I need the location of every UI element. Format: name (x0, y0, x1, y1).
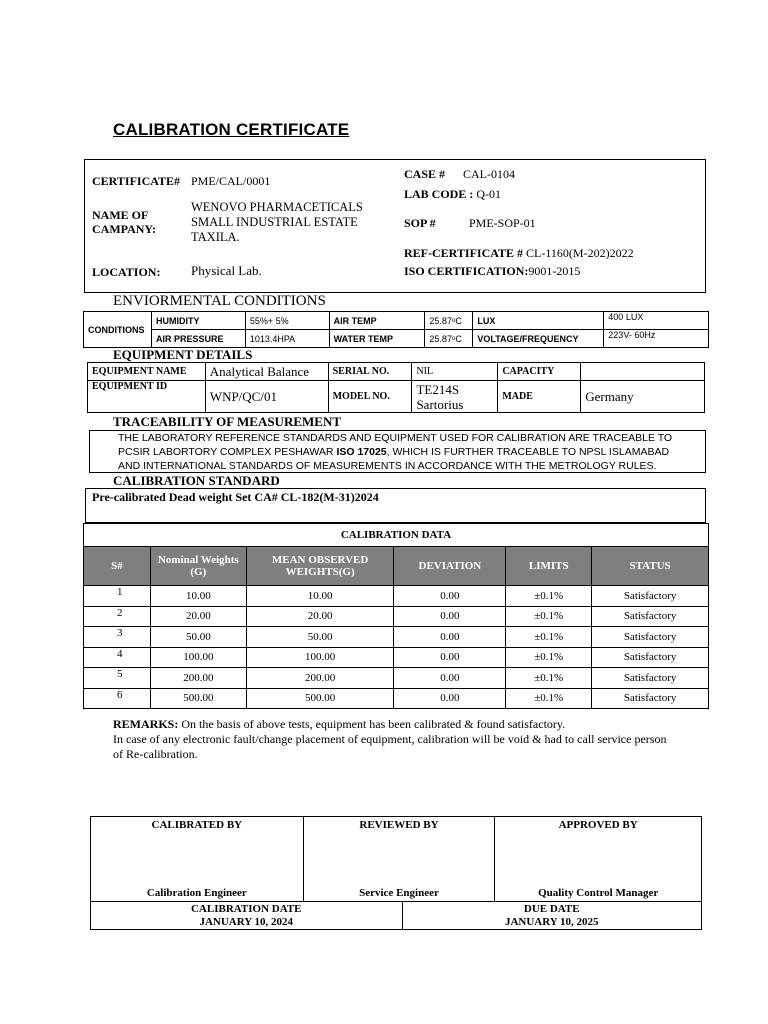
traceability-box (89, 430, 706, 473)
model-line: Sartorius (416, 396, 464, 412)
humidity-label: HUMIDITY (151, 312, 245, 330)
lab-code-value: Q-01 (476, 187, 502, 201)
environment-table (83, 311, 709, 348)
company-label: NAME OF CAMPANY: (92, 208, 156, 236)
reviewed-by-label: REVIEWED BY (359, 819, 439, 831)
page-title: CALIBRATION CERTIFICATE (113, 120, 350, 139)
traceability-line (118, 445, 705, 459)
company-line: TAXILA. (191, 230, 240, 244)
equipment-title: EQUIPMENT DETAILS (113, 347, 253, 362)
table-cell: 5 (84, 668, 151, 689)
table-cell: 4 (84, 647, 151, 668)
table-cell: ±0.1% (506, 668, 592, 689)
calibration-data-caption: CALIBRATION DATA (84, 524, 709, 547)
equipment-name-label: EQUIPMENT NAME (88, 363, 206, 381)
certificate-label: CERTIFICATE# (92, 174, 181, 188)
table-cell: 0.00 (394, 688, 506, 709)
approved-by-role: Quality Control Manager (538, 887, 659, 899)
table-cell: 0.00 (394, 647, 506, 668)
environment-title: ENVIORMENTAL CONDITIONS (113, 293, 326, 309)
air-pressure-value: 1013.4HPA (245, 330, 329, 348)
column-header: DEVIATION (394, 547, 506, 586)
table-cell: 50.00 (150, 627, 246, 648)
certificate-value: PME/CAL/0001 (191, 174, 271, 188)
signature-table (90, 816, 702, 902)
table-cell: 500.00 (246, 688, 394, 709)
due-date-value: JANUARY 10, 2025 (504, 915, 599, 928)
reviewed-by-role: Service Engineer (359, 887, 439, 899)
table-cell: ±0.1% (506, 627, 592, 648)
table-cell: Satisfactory (592, 586, 709, 607)
calibrated-by-label: CALIBRATED BY (151, 819, 243, 831)
table-row (84, 647, 709, 668)
iso-17025-text: ISO 17025 (336, 446, 387, 458)
standard-text: Pre-calibrated Dead weight Set CA# CL-182(M-31)2024 (92, 490, 379, 504)
model-label: MODEL NO. (328, 381, 412, 413)
table-cell: 0.00 (394, 668, 506, 689)
air-pressure-label: AIR PRESSURE (151, 330, 245, 348)
company-line: WENOVO PHARMACETICALS (191, 200, 363, 214)
table-row (84, 627, 709, 648)
column-header: MEAN OBSERVED WEIGHTS(G) (246, 547, 394, 586)
ref-certificate-label: REF-CERTIFICATE # (404, 246, 524, 260)
lux-value: 400 LUX (604, 312, 709, 330)
table-cell: ±0.1% (506, 586, 592, 607)
table-cell: Satisfactory (592, 668, 709, 689)
table-cell: 100.00 (246, 647, 394, 668)
iso-certification (404, 264, 580, 279)
table-cell: Satisfactory (592, 606, 709, 627)
sop-label: SOP # (404, 216, 436, 230)
remarks-text: On the basis of above tests, equipment has been calibrated & found satisfactory. (178, 717, 566, 731)
ref-certificate-value: CL-1160(M-202)2022 (526, 246, 634, 260)
calibrated-by-role: Calibration Engineer (146, 887, 247, 899)
conditions-label: CONDITIONS (84, 312, 152, 348)
location-value: Physical Lab. (191, 263, 262, 278)
table-cell: ±0.1% (506, 647, 592, 668)
standard-title: CALIBRATION STANDARD (113, 473, 280, 488)
traceability-title: TRACEABILITY OF MEASUREMENT (113, 414, 342, 429)
remarks-line (113, 717, 673, 732)
table-cell: 500.00 (150, 688, 246, 709)
voltage-label: VOLTAGE/FREQUENCY (473, 330, 604, 348)
company-value (191, 200, 363, 245)
iso-value: 9001-2015 (528, 264, 581, 278)
equipment-table (87, 362, 705, 413)
reviewed-by-cell (303, 817, 495, 902)
capacity-label: CAPACITY (498, 363, 581, 381)
equipment-name-value: Analytical Balance (205, 363, 328, 381)
remarks (113, 717, 673, 762)
model-line: TE214S (416, 381, 460, 397)
air-temp-value: 25.87ᵒC (425, 312, 473, 330)
table-cell: 0.00 (394, 627, 506, 648)
table-cell: 200.00 (246, 668, 394, 689)
table-cell: 20.00 (246, 606, 394, 627)
serial-value: NIL (412, 363, 498, 381)
table-cell: 10.00 (150, 586, 246, 607)
table-cell: 1 (84, 586, 151, 607)
table-row (84, 586, 709, 607)
iso-label: ISO CERTIFICATION: (404, 264, 529, 278)
table-cell: 3 (84, 627, 151, 648)
due-date-cell (402, 902, 702, 930)
equipment-id-label: EQUIPMENT ID (88, 381, 206, 413)
calibration-date-cell (91, 902, 403, 930)
traceability-text: , WHICH IS FURTHER TRACEABLE TO NPSL ISLAMABAD (386, 446, 670, 458)
table-cell: 0.00 (394, 606, 506, 627)
calibration-header-row (84, 547, 709, 586)
serial-label: SERIAL NO. (328, 363, 412, 381)
air-temp-label: AIR TEMP (329, 312, 425, 330)
table-row (84, 688, 709, 709)
traceability-line: AND INTERNATIONAL STANDARDS OF MEASUREMENTS IN ACCORDANCE WITH THE METROLOGY RULES. (118, 460, 657, 472)
certificate-header-box (84, 159, 706, 293)
column-header: S# (84, 547, 151, 586)
voltage-value: 223V- 60Hz (604, 330, 709, 348)
table-row (84, 668, 709, 689)
standard-box (85, 488, 706, 523)
table-cell: 200.00 (150, 668, 246, 689)
table-row (84, 606, 709, 627)
lab-code (404, 187, 501, 202)
lab-code-label: LAB CODE : (404, 187, 474, 201)
table-cell: ±0.1% (506, 606, 592, 627)
table-cell: Satisfactory (592, 688, 709, 709)
remarks-note: In case of any electronic fault/change placement of equipment, calibration will be void & had to call service person of Re-calibration. (113, 732, 667, 761)
table-cell: Satisfactory (592, 627, 709, 648)
made-label: MADE (498, 381, 581, 413)
column-header: LIMITS (506, 547, 592, 586)
table-cell: Satisfactory (592, 647, 709, 668)
column-header: Nominal Weights (G) (150, 547, 246, 586)
table-cell: ±0.1% (506, 688, 592, 709)
equipment-id-value: WNP/QC/01 (205, 381, 328, 413)
table-cell: 100.00 (150, 647, 246, 668)
traceability-text: PCSIR LABORTORY COMPLEX PESHAWAR (118, 446, 337, 458)
lux-label: LUX (473, 312, 604, 330)
location-label: LOCATION: (92, 265, 161, 279)
case-label: CASE # (404, 167, 446, 181)
dates-table (90, 901, 702, 930)
table-cell: 6 (84, 688, 151, 709)
company-line: SMALL INDUSTRIAL ESTATE (191, 215, 358, 229)
capacity-value (581, 363, 705, 381)
calibration-data-table (83, 523, 709, 709)
table-cell: 10.00 (246, 586, 394, 607)
case-value: CAL-0104 (463, 167, 515, 181)
due-date-label: DUE DATE (523, 902, 580, 915)
table-cell: 50.00 (246, 627, 394, 648)
column-header: STATUS (592, 547, 709, 586)
water-temp-label: WATER TEMP (329, 330, 425, 348)
made-value: Germany (581, 381, 705, 413)
traceability-line: THE LABORATORY REFERENCE STANDARDS AND EQUIPMENT USED FOR CALIBRATION ARE TRACEABLE TO (118, 432, 673, 444)
approved-by-label: APPROVED BY (558, 819, 638, 831)
model-value (412, 381, 498, 413)
humidity-value: 55%+ 5% (245, 312, 329, 330)
remarks-label: REMARKS: (113, 717, 179, 731)
calibrated-by-cell (91, 817, 304, 902)
table-cell: 2 (84, 606, 151, 627)
table-cell: 20.00 (150, 606, 246, 627)
calibration-date-label: CALIBRATION DATE (190, 902, 302, 915)
ref-certificate (404, 246, 634, 261)
water-temp-value: 25.87ᵒC (425, 330, 473, 348)
table-cell: 0.00 (394, 586, 506, 607)
approved-by-cell (495, 817, 702, 902)
sop-value: PME-SOP-01 (469, 216, 536, 230)
calibration-date-value: JANUARY 10, 2024 (199, 915, 294, 928)
